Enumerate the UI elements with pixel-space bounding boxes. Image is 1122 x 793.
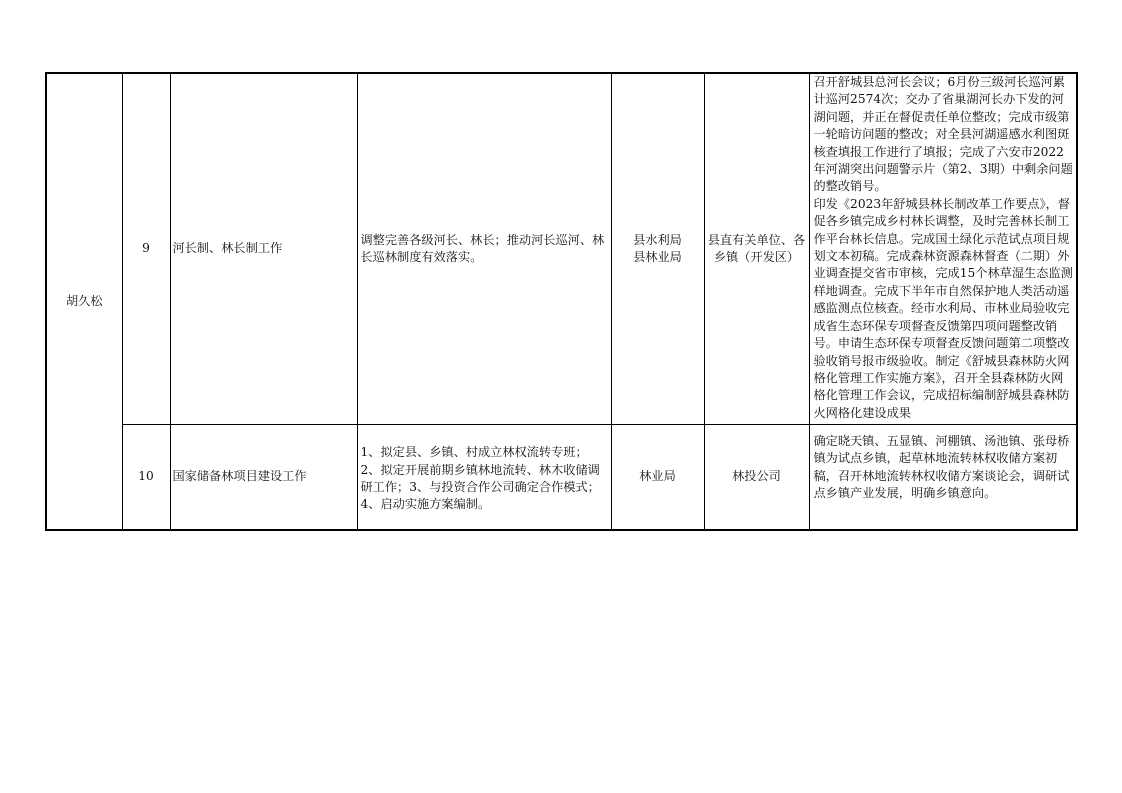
table-row: [46, 73, 1077, 425]
task-name-cell: 河长制、林长制工作: [170, 73, 357, 425]
row-number-cell: 10: [122, 425, 170, 531]
lead-unit-cell: 县水利局 县林业局: [611, 73, 704, 425]
cooperating-unit-cell: 县直有关单位、各乡镇（开发区）: [704, 73, 809, 425]
progress-text: 确定晓天镇、五显镇、河棚镇、汤池镇、张母桥镇为试点乡镇，起草林地流转林权收储方案初稿，召开林地流转林权收储方案谈论会，调研试点乡镇产业发展，明确乡镇意向。: [813, 434, 1070, 501]
task-name-cell: 国家储备林项目建设工作: [170, 425, 357, 531]
progress-cell: [809, 425, 1077, 531]
goal-cell: 调整完善各级河长、林长；推动河长巡河、林长巡林制度有效落实。: [357, 73, 611, 425]
progress-cell: [809, 73, 1077, 425]
goal-cell: 1、拟定县、乡镇、村成立林权流转专班；2、拟定开展前期乡镇林地流转、林木收储调研工作；3、与投资合作公司确定合作模式；4、启动实施方案编制。: [357, 425, 611, 531]
progress-text: 召开舒城县总河长会议；6月份三级河长巡河累计巡河2574次；交办了省巢湖河长办下发的河湖问题，并正在督促责任单位整改；完成市级第一轮暗访问题的整改；对全县河湖遥感水利图斑核查填报工作进行了填报；完成了六安市2022年河湖突出问题警示片（第2、3期）中剩余问题的整改销号。 印发《2023年舒城县林长制改革工作要点》，督促各乡镇完成乡村林长调整，及时完善林长制工作平台林长信息。完成国土绿化示范试点项目规划文本初稿。完成森林资源森林督查（二期）外业调查提交省市审核，完成15个林草湿生态监测样地调查。完成下半年市自然保护地人类活动遥感监测点位核查。经市水利局、市林业局验收完成省生态环保专项督查反馈第四项问题整改销号。申请生态环保专项督查反馈问题第二项整改验收销号报市级验收。制定《舒城县森林防火网格化管理工作实施方案》，召开全县森林防火网格化管理工作会议，完成招标编制舒城县森林防火网格化建设成果: [813, 75, 1073, 420]
responsible-person-cell: 胡久松: [46, 73, 122, 530]
work-progress-table: [45, 72, 1078, 531]
row-number-cell: 9: [122, 73, 170, 425]
cooperating-unit-cell: 林投公司: [704, 425, 809, 531]
table-row: [46, 425, 1077, 531]
lead-unit-cell: 林业局: [611, 425, 704, 531]
